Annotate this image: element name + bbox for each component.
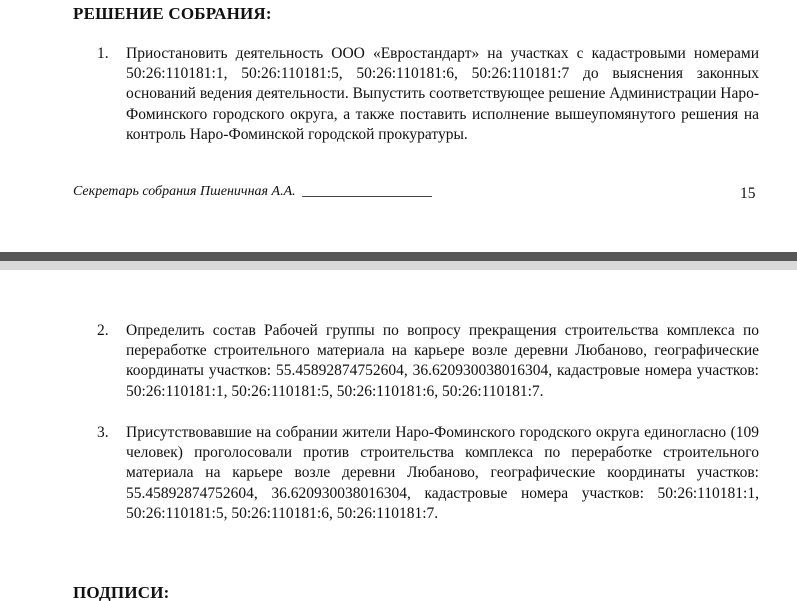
list-item xyxy=(97,321,759,402)
page-separator-bar xyxy=(0,252,797,261)
list-item xyxy=(97,44,759,145)
list-item xyxy=(97,423,759,524)
list-item-text: Присутствовавшие на собрании жители Наро-Фоминского городского округа единогласно (109 человек) проголосовали против строительства комплекса по переработке строительного материала на карьере возле деревни Любаново, географические координаты участков: 55.45892874752604, 36.620930038016304, кадастровые номера участков: 50:26:110181:1, 50:26:110181:5, 50:26:110181:6, 50:26:110181:7. xyxy=(126,424,759,522)
list-item-number: 3. xyxy=(97,424,109,441)
page-separator xyxy=(0,252,797,270)
list-item-text: Определить состав Рабочей группы по вопросу прекращения строительства комплекса по переработке строительного материала на карьере возле деревни Любаново, географические координаты участков: 55.45892874752604, 36.620930038016304, кадастровые номера участков: 50:26:110181:1, 50:26:110181:5, 50:26:110181:6, 50:26:110181:7. xyxy=(126,322,759,400)
list-item-text: Приостановить деятельность ООО «Евростандарт» на участках с кадастровыми номерами 50:26:110181:1, 50:26:110181:5, 50:26:110181:6, 50:26:110181:7 до выяснения законных оснований ведения деятельности. Выпустить соответствующее решение Администрации Наро-Фоминского городского округа, а также поставить исполнение вышеупомянутого решения на контроль Наро-Фоминской городской прокуратуры. xyxy=(126,45,759,143)
section-heading-signatures: ПОДПИСИ: xyxy=(73,583,170,601)
document-page-bottom xyxy=(0,270,797,601)
signature-line xyxy=(302,186,432,197)
page-number: 15 xyxy=(740,185,756,202)
list-item-number: 2. xyxy=(97,322,109,339)
document-page-top xyxy=(0,0,797,252)
signature-label: Секретарь собрания Пшеничная А.А. xyxy=(73,184,296,199)
secretary-signature xyxy=(73,184,432,200)
section-heading-decision: РЕШЕНИЕ СОБРАНИЯ: xyxy=(73,4,272,23)
list-item-number: 1. xyxy=(97,45,109,62)
